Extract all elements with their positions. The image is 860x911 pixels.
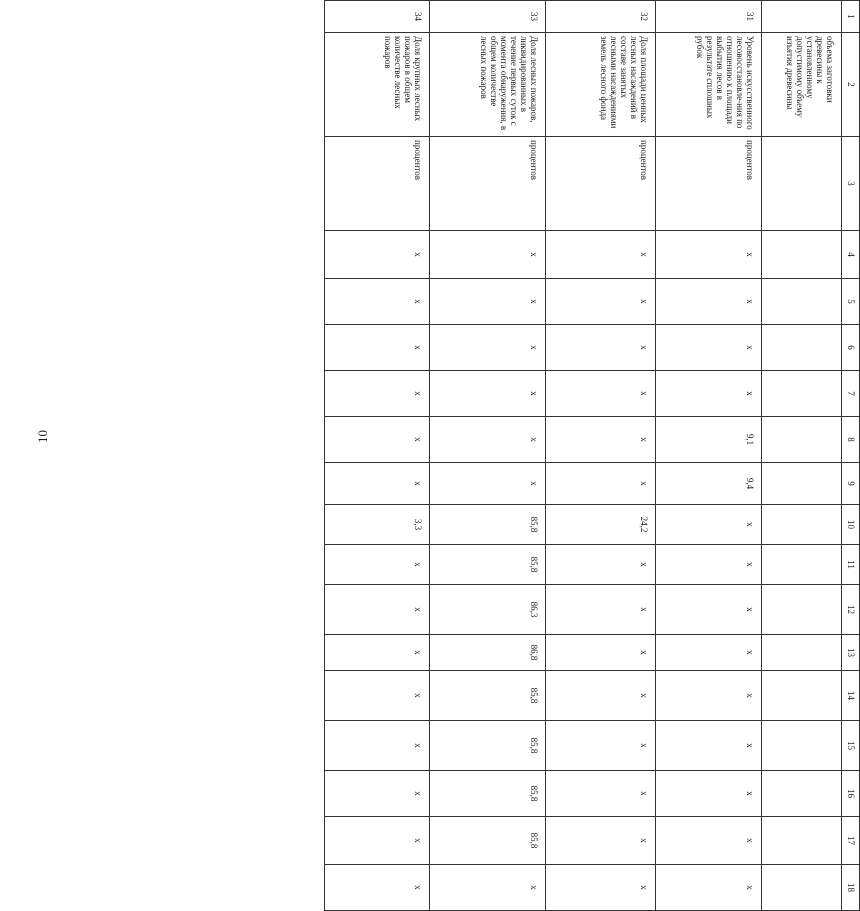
value-cell: x <box>656 325 762 371</box>
value-cell: x <box>546 417 656 463</box>
value-cell: 85,8 <box>430 545 546 585</box>
value-cell: x <box>430 231 546 279</box>
value-cell: x <box>546 865 656 911</box>
column-number: 14 <box>842 671 860 721</box>
row-number: 31 <box>656 1 762 33</box>
value-cell: x <box>656 771 762 817</box>
value-cell: 9,1 <box>656 417 762 463</box>
value-cell: x <box>430 371 546 417</box>
value-cell: 86,8 <box>430 635 546 671</box>
value-cell: 85,8 <box>430 817 546 865</box>
value-cell: x <box>656 585 762 635</box>
column-number: 17 <box>842 817 860 865</box>
value-cell: x <box>325 585 430 635</box>
column-number: 8 <box>842 417 860 463</box>
column-number: 4 <box>842 231 860 279</box>
value-cell: x <box>325 671 430 721</box>
value-cell: x <box>546 771 656 817</box>
indicator-name: объема заготовки древесины к установленному допустимому объему изъятия древесины <box>762 33 842 137</box>
table-row <box>656 1 762 911</box>
value-cell: 86,3 <box>430 585 546 635</box>
column-number: 18 <box>842 865 860 911</box>
value-cell: x <box>430 865 546 911</box>
value-cell <box>762 865 842 911</box>
value-cell: x <box>430 417 546 463</box>
unit-cell: процентов <box>430 137 546 231</box>
unit-cell: процентов <box>656 137 762 231</box>
row-number <box>762 1 842 33</box>
column-number: 10 <box>842 505 860 545</box>
indicator-name: Доля крупных лесных пожаров в общем количестве лесных пожаров <box>325 33 430 137</box>
value-cell: x <box>325 865 430 911</box>
value-cell: x <box>656 671 762 721</box>
table-row <box>325 1 430 911</box>
value-cell: x <box>656 545 762 585</box>
value-cell: x <box>546 721 656 771</box>
value-cell: x <box>656 505 762 545</box>
value-cell: x <box>325 771 430 817</box>
value-cell: x <box>656 231 762 279</box>
column-number: 11 <box>842 545 860 585</box>
value-cell: x <box>546 371 656 417</box>
value-cell <box>762 771 842 817</box>
value-cell: 24,2 <box>546 505 656 545</box>
value-cell <box>762 505 842 545</box>
value-cell <box>762 545 842 585</box>
value-cell: 85,8 <box>430 771 546 817</box>
row-number: 33 <box>430 1 546 33</box>
column-number: 3 <box>842 137 860 231</box>
table-row <box>762 1 842 911</box>
value-cell: x <box>656 817 762 865</box>
indicator-name: Доля лесных пожаров, ликвидированных в течение первых суток с момента обнаружения, в общем количестве лесных пожаров <box>430 33 546 137</box>
table-row <box>546 1 656 911</box>
value-cell <box>762 325 842 371</box>
column-number: 5 <box>842 279 860 325</box>
value-cell: x <box>430 325 546 371</box>
value-cell: x <box>546 325 656 371</box>
value-cell <box>762 463 842 505</box>
value-cell: x <box>656 279 762 325</box>
value-cell <box>762 585 842 635</box>
value-cell: x <box>325 325 430 371</box>
value-cell: x <box>656 635 762 671</box>
column-number: 13 <box>842 635 860 671</box>
value-cell <box>762 231 842 279</box>
column-number: 12 <box>842 585 860 635</box>
table-row <box>430 1 546 911</box>
value-cell: 3,3 <box>325 505 430 545</box>
rotated-table-container <box>325 0 860 892</box>
value-cell: x <box>546 463 656 505</box>
value-cell: 85,8 <box>430 505 546 545</box>
column-number: 16 <box>842 771 860 817</box>
indicator-name: Доля площади ценных лесных насаждений в составе занятых лесными насаждениями земель лесного фонда <box>546 33 656 137</box>
column-number: 2 <box>842 33 860 137</box>
value-cell: x <box>546 279 656 325</box>
value-cell: 85,8 <box>430 721 546 771</box>
value-cell: x <box>546 671 656 721</box>
value-cell <box>762 635 842 671</box>
value-cell <box>762 371 842 417</box>
indicators-table <box>324 0 860 911</box>
value-cell: x <box>325 371 430 417</box>
value-cell: x <box>546 635 656 671</box>
column-number-row <box>842 1 860 911</box>
value-cell: x <box>325 721 430 771</box>
value-cell <box>762 817 842 865</box>
value-cell: x <box>325 635 430 671</box>
value-cell: x <box>430 463 546 505</box>
value-cell: x <box>325 817 430 865</box>
row-number: 34 <box>325 1 430 33</box>
value-cell: x <box>546 545 656 585</box>
value-cell <box>762 417 842 463</box>
value-cell: x <box>325 545 430 585</box>
value-cell <box>762 721 842 771</box>
value-cell: x <box>325 417 430 463</box>
unit-cell: процентов <box>325 137 430 231</box>
column-number: 9 <box>842 463 860 505</box>
column-number: 6 <box>842 325 860 371</box>
value-cell: x <box>430 279 546 325</box>
value-cell: x <box>325 231 430 279</box>
value-cell: x <box>546 817 656 865</box>
page-number: 10 <box>35 430 50 443</box>
unit-cell: процентов <box>546 137 656 231</box>
value-cell: x <box>546 231 656 279</box>
value-cell <box>762 279 842 325</box>
value-cell: x <box>325 463 430 505</box>
value-cell: 85,8 <box>430 671 546 721</box>
value-cell <box>762 671 842 721</box>
unit-cell <box>762 137 842 231</box>
value-cell: x <box>656 865 762 911</box>
indicator-name: Уровень искусственного лесовосстановле-ния по отношению к площади выбытия лесов в результате сплошных рубок <box>656 33 762 137</box>
column-number: 15 <box>842 721 860 771</box>
value-cell: x <box>546 585 656 635</box>
column-number: 7 <box>842 371 860 417</box>
value-cell: x <box>656 371 762 417</box>
value-cell: x <box>656 721 762 771</box>
value-cell: x <box>325 279 430 325</box>
column-number: 1 <box>842 1 860 33</box>
row-number: 32 <box>546 1 656 33</box>
value-cell: 9,4 <box>656 463 762 505</box>
